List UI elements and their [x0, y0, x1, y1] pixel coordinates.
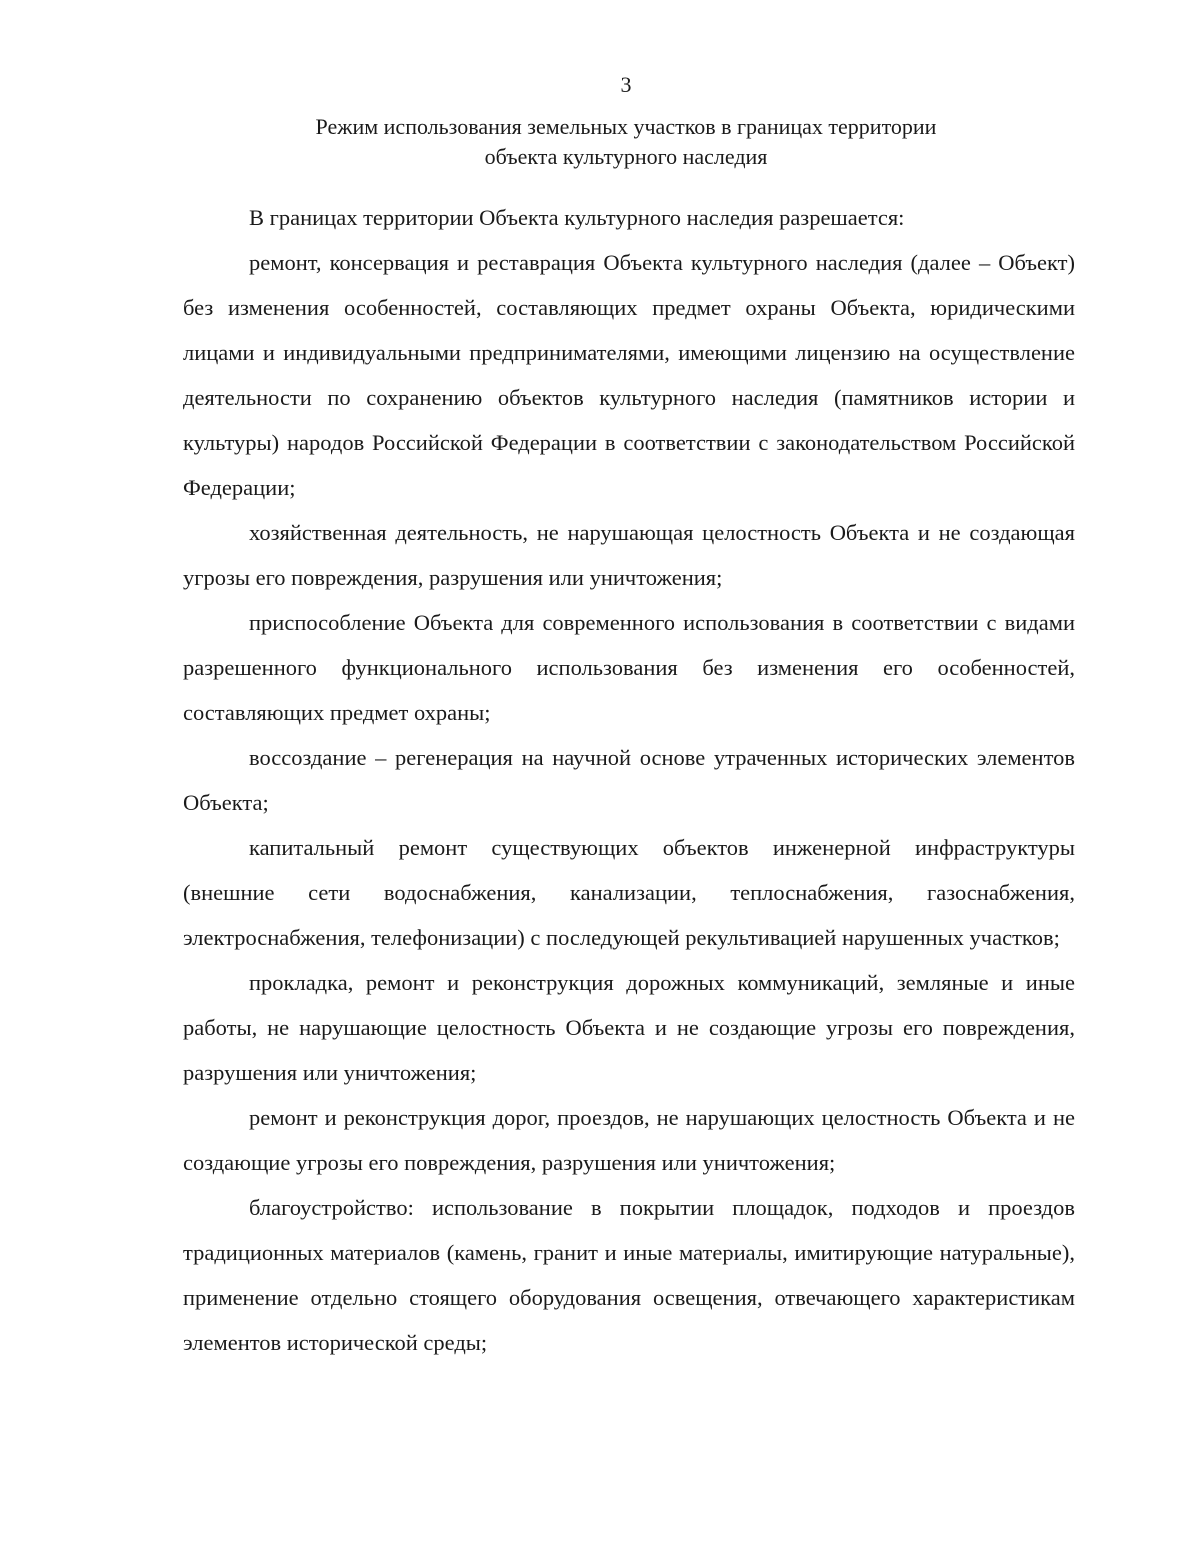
- section-heading: [200, 112, 1052, 172]
- section-heading-line-1: Режим использования земельных участков в границах территории: [315, 114, 937, 139]
- paragraph-recreation: воссоздание – регенерация на научной основе утраченных исторических элементов Объекта;: [183, 745, 1075, 815]
- paragraph-capital-repair: капитальный ремонт существующих объектов инженерной инфраструктуры (внешние сети водоснабжения, канализации, теплоснабжения, газоснабжения, электроснабжения, телефонизации) с последующей рекультивацией нарушенных участков;: [183, 835, 1075, 950]
- paragraph-intro: В границах территории Объекта культурного наследия разрешается:: [249, 205, 905, 230]
- paragraph-road-communications: прокладка, ремонт и реконструкция дорожных коммуникаций, земляные и иные работы, не нарушающие целостность Объекта и не создающие угрозы его повреждения, разрушения или уничтожения;: [183, 970, 1075, 1085]
- section-heading-line-2: объекта культурного наследия: [484, 144, 768, 169]
- paragraph-repair-conservation: ремонт, консервация и реставрация Объекта культурного наследия (далее – Объект) без изменения особенностей, составляющих предмет охраны Объекта, юридическими лицами и индивидуальными предпринимателями, имеющими лицензию на осуществление деятельности по сохранению объектов культурного наследия (памятников истории и культуры) народов Российской Федерации в соответствии с законодательством Российской Федерации;: [183, 250, 1075, 500]
- paragraph-economic-activity: хозяйственная деятельность, не нарушающая целостность Объекта и не создающая угрозы его повреждения, разрушения или уничтожения;: [183, 520, 1075, 590]
- paragraph-landscaping: благоустройство: использование в покрытии площадок, подходов и проездов традиционных материалов (камень, гранит и иные материалы, имитирующие натуральные), применение отдельно стоящего оборудования освещения, отвечающего характеристикам элементов исторической среды;: [183, 1195, 1075, 1355]
- page-number: 3: [620, 72, 632, 97]
- paragraph-roads-repair: ремонт и реконструкция дорог, проездов, не нарушающих целостность Объекта и не создающие угрозы его повреждения, разрушения или уничтожения;: [183, 1105, 1075, 1175]
- paragraph-adaptation: приспособление Объекта для современного использования в соответствии с видами разрешенного функционального использования без изменения его особенностей, составляющих предмет охраны;: [183, 610, 1075, 725]
- document-body: [183, 195, 1075, 1365]
